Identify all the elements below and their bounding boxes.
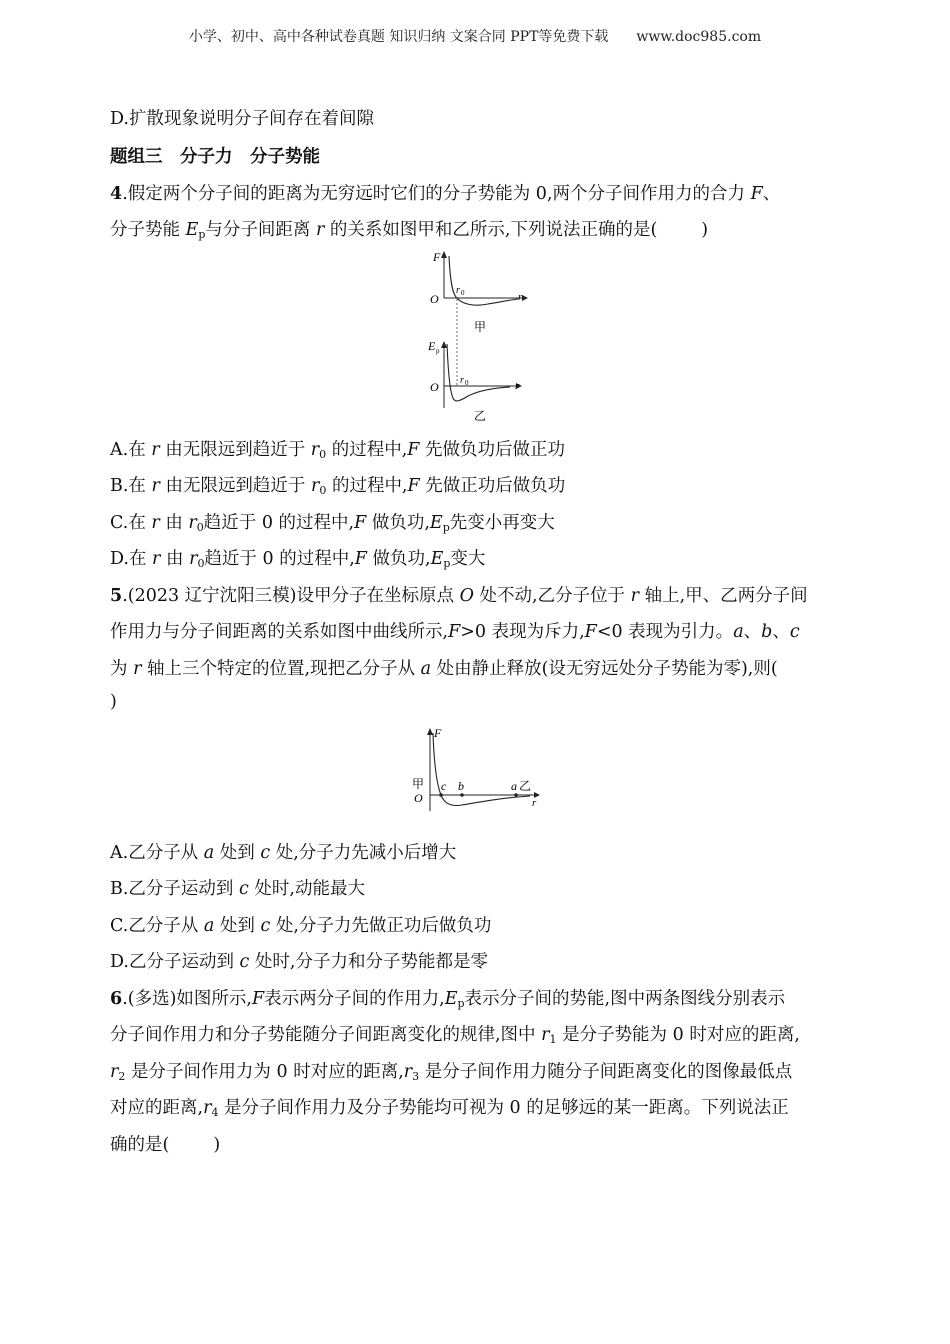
q4-figure	[418, 246, 538, 426]
q5-graph	[410, 723, 550, 818]
header-site: www.doc985.com	[636, 29, 762, 45]
q4-option-c: C.在 r 由 $r_0$趋近于 0 的过程中,F 做负功$,E_p$先变小再变大	[110, 513, 555, 534]
q4-option-a: A.在 r 由无限远到趋近于 $r_0$ 的过程中,F 先做负功后做正功	[110, 440, 565, 461]
point-c	[439, 793, 443, 797]
q5-stem-line2: 作用力与分子间距离的关系如图中曲线所示,F>0 表现为斥力,F<0 表现为引力。a、b、c	[110, 622, 800, 642]
q4-number: 4	[110, 184, 123, 204]
q6-stem-line5: 确的是( )	[110, 1135, 221, 1155]
ep-y-arrow	[441, 341, 447, 348]
ep-origin-label: O	[430, 380, 439, 394]
f-origin-label: O	[430, 292, 439, 306]
q6-number: 6	[110, 989, 123, 1009]
q6-stem-line3: $r_2$ 是分子间作用力为 0 时对应的距离$,r_3$ 是分子间作用力随分子间距离变化的图像最低点	[110, 1062, 793, 1083]
q5-b-label: b	[458, 779, 464, 793]
q5-number: 5	[110, 586, 123, 606]
ep-caption: 乙	[474, 409, 487, 423]
q4-stem-line1: 4.假定两个分子间的距离为无穷远时它们的分子势能为 0,两个分子间作用力的合力 F、	[110, 184, 781, 204]
header-text: 小学、初中、高中各种试卷真题 知识归纳 文案合同 PPT等免费下载	[188, 29, 609, 45]
f-r0-sub: 0	[461, 289, 465, 297]
f-x-label: r	[518, 291, 523, 303]
q5-yi-label: 乙	[519, 779, 532, 793]
q4-option-b: B.在 r 由无限远到趋近于 $r_0$ 的过程中,F 先做正功后做负功	[110, 476, 566, 497]
point-b	[460, 793, 464, 797]
ep-y-label: E	[428, 339, 436, 353]
q4-stem-line2: 分子势能 $E_p$与分子间距离 r 的关系如图甲和乙所示,下列说法正确的是( )	[110, 220, 709, 241]
q5-stem-line1: 5.(2023 辽宁沈阳三模)设甲分子在坐标原点 O 处不动,乙分子位于 r 轴上,甲、乙两分子间	[110, 586, 808, 606]
q5-x-label: r	[532, 797, 537, 809]
section-title	[110, 143, 320, 168]
q5-jia-label: 甲	[412, 777, 425, 791]
page-header	[0, 26, 950, 46]
q6-stem-line4: 对应的距离$,r_4$ 是分子间作用力及分子势能均可视为 0 的足够远的某一距离。下列说法正	[110, 1098, 789, 1119]
f-caption: 甲	[474, 320, 487, 334]
q6-stem-line2: 分子间作用力和分子势能随分子间距离变化的规律,图中 $r_1$ 是分子势能为 0 时对应的距离,	[110, 1025, 800, 1046]
ep-r0-label: r	[460, 375, 464, 386]
q5-stem-line3: 为 r 轴上三个特定的位置,现把乙分子从 a 处由静止释放(设无穷远处分子势能为零),则(	[110, 659, 778, 679]
q3-option-d-text: D.扩散现象说明分子间存在着间隙	[110, 109, 374, 129]
q5-stem-line4: )	[110, 692, 117, 712]
q5-c-label: c	[441, 779, 447, 793]
f-r0-label: r	[456, 285, 460, 296]
f-x-arrow	[522, 295, 528, 301]
q5-option-d: D.乙分子运动到 c 处时,分子力和分子势能都是零	[110, 952, 488, 972]
q4-graphs	[418, 246, 538, 426]
q3-option-d	[110, 105, 374, 130]
ep-y-label-sub: p	[436, 347, 440, 355]
q5-y-label: F	[434, 726, 442, 740]
ep-curve	[447, 344, 510, 401]
q5-option-b: B.乙分子运动到 c 处时,动能最大	[110, 879, 365, 899]
ep-r0-sub: 0	[465, 379, 469, 387]
ep-x-label: r	[515, 380, 520, 392]
q5-y-arrow	[427, 728, 433, 735]
q4-option-d: D.在 r 由 $r_0$趋近于 0 的过程中,F 做负功$,E_p$变大	[110, 549, 486, 570]
q5-a-label: a	[511, 779, 517, 793]
q5-figure	[410, 723, 550, 818]
q5-option-a: A.乙分子从 a 处到 c 处,分子力先减小后增大	[110, 843, 457, 863]
f-y-arrow	[441, 251, 447, 258]
point-a	[514, 793, 518, 797]
q5-option-c: C.乙分子从 a 处到 c 处,分子力先做正功后做负功	[110, 916, 492, 936]
q6-stem-line1: 6.(多选)如图所示,F表示两分子间的作用力$,E_p$表示分子间的势能,图中两条图线分别表示	[110, 989, 786, 1010]
section-title-text: 题组三 分子力 分子势能	[110, 147, 320, 167]
f-y-label: F	[433, 250, 441, 264]
q5-origin-label: O	[414, 791, 423, 805]
